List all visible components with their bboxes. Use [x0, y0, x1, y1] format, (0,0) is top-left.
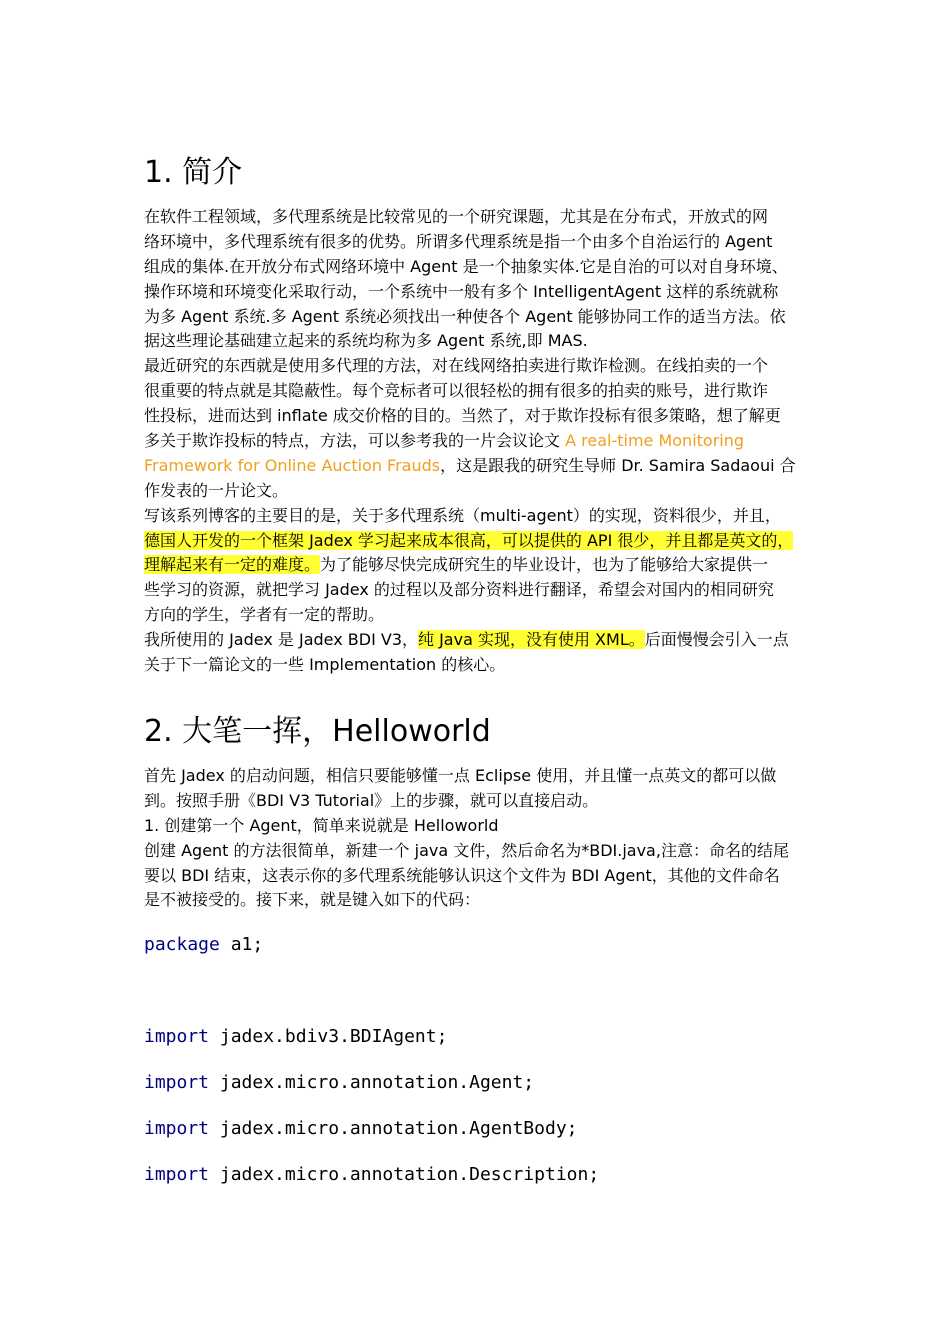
text-line: 到。按照手册《BDI V3 Tutorial》上的步骤，就可以直接启动。	[144, 790, 599, 810]
code-line: import jadex.micro.annotation.AgentBody;	[144, 1118, 578, 1139]
code-keyword: import	[144, 1026, 210, 1047]
highlighted-text: 纯 Java 实现，没有使用 XML。	[418, 630, 645, 650]
highlighted-text: 理解起来有一定的难度。	[144, 555, 321, 575]
code-line: package a1;	[144, 934, 264, 955]
text-line: 写该系列博客的主要目的是，关于多代理系统（multi-agent）的实现，资料很少，并且，	[144, 505, 781, 525]
text-line: 理解起来有一定的难度。为了能够尽快完成研究生的毕业设计，也为了能够给大家提供一	[144, 555, 769, 575]
text-line: 创建 Agent 的方法很简单，新建一个 java 文件，然后命名为*BDI.java,注意：命名的结尾	[144, 840, 789, 860]
code-keyword: import	[144, 1072, 210, 1093]
paper-link[interactable]: Framework for Online Auction Frauds	[144, 455, 441, 475]
text-line: 组成的集体.在开放分布式网络环境中 Agent 是一个抽象实体.它是自治的可以对自身环境、	[144, 256, 788, 276]
text-line: 络环境中，多代理系统有很多的优势。所谓多代理系统是指一个由多个自治运行的 Agent	[144, 231, 773, 251]
paper-link[interactable]: A real-time Monitoring	[565, 431, 745, 451]
text-line: 关于下一篇论文的一些 Implementation 的核心。	[144, 655, 506, 675]
code-line: import jadex.bdiv3.BDIAgent;	[144, 1026, 448, 1047]
code-line: import jadex.micro.annotation.Agent;	[144, 1072, 535, 1093]
text-line: 要以 BDI 结束，这表示你的多代理系统能够认识这个文件为 BDI Agent，其他的文件命名	[144, 865, 780, 885]
text-line: 是不被接受的。接下来，就是键入如下的代码：	[144, 890, 481, 910]
text-line: 些学习的资源，就把学习 Jadex 的过程以及部分资料进行翻译，希望会对国内的相同研究	[144, 580, 774, 600]
helloworld-paragraph	[144, 764, 806, 913]
text-line: 性投标，进而达到 inflate 成交价格的目的。当然了，对于欺诈投标有很多策略，想了解更	[144, 406, 781, 426]
text-line: 在软件工程领域，多代理系统是比较常见的一个研究课题，尤其是在分布式，开放式的网	[144, 207, 769, 226]
code-line: import jadex.micro.annotation.Description;	[144, 1164, 600, 1185]
text-line: 1. 创建第一个 Agent，简单来说就是 Helloworld	[144, 815, 499, 835]
code-keyword: import	[144, 1118, 210, 1139]
code-keyword: package	[144, 934, 220, 955]
text-line: 多关于欺诈投标的特点，方法，可以参考我的一片会议论文 A real-time Monitoring	[144, 431, 745, 451]
text-line: 为多 Agent 系统.多 Agent 系统必须找出一种使各个 Agent 能够协同工作的适当方法。依	[144, 306, 786, 326]
highlighted-text: 德国人开发的一个框架 Jadex 学习起来成本很高，可以提供的 API 很少，并且都是英文的，	[144, 530, 794, 550]
text-line: 据这些理论基础建立起来的系统均称为多 Agent 系统,即 MAS.	[144, 331, 588, 351]
text-line: 方向的学生，学者有一定的帮助。	[144, 605, 385, 625]
intro-paragraph	[144, 205, 806, 678]
text-line: 很重要的特点就是其隐蔽性。每个竞标者可以很轻松的拥有很多的拍卖的账号，进行欺诈	[144, 381, 769, 401]
text-line: 首先 Jadex 的启动问题，相信只要能够懂一点 Eclipse 使用，并且懂一点英文的都可以做	[144, 766, 777, 785]
text-line: 最近研究的东西就是使用多代理的方法，对在线网络拍卖进行欺诈检测。在线拍卖的一个	[144, 356, 769, 376]
text-line	[144, 529, 806, 554]
code-keyword: import	[144, 1164, 210, 1185]
text-line: 作发表的一片论文。	[144, 480, 289, 500]
text-line: 我所使用的 Jadex 是 Jadex BDI V3，纯 Java 实现，没有使用 XML。后面慢慢会引入一点	[144, 630, 789, 650]
text-line: 操作环境和环境变化采取行动，一个系统中一般有多个 IntelligentAgent 这样的系统就称	[144, 281, 779, 301]
text-line: Framework for Online Auction Frauds，这是跟我的研究生导师 Dr. Samira Sadaoui 合	[144, 455, 796, 475]
section-heading-helloworld: 2. 大笔一挥，Helloworld	[144, 714, 491, 749]
section-heading-intro: 1. 简介	[144, 155, 243, 190]
